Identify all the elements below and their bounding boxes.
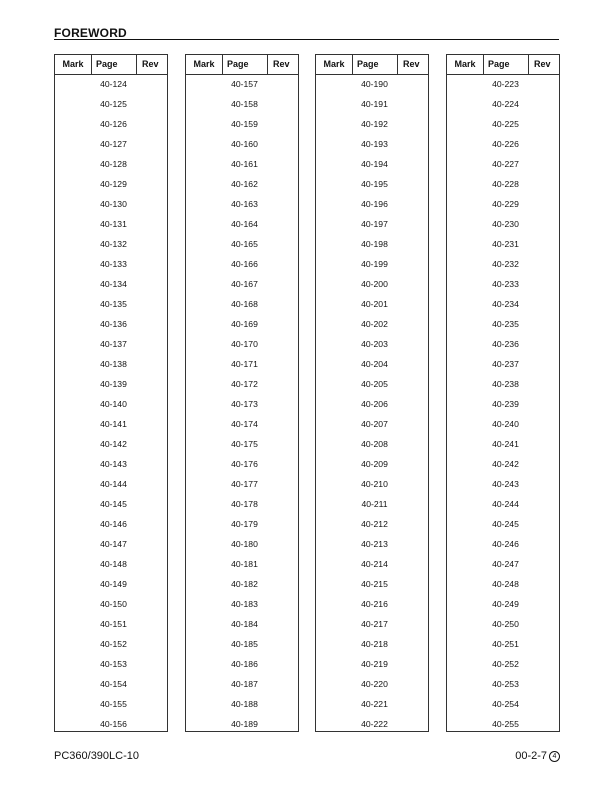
table-row-page: 40-248 — [492, 579, 519, 589]
table-row-page: 40-236 — [492, 339, 519, 349]
table-row-page: 40-246 — [492, 539, 519, 549]
table-row-page: 40-214 — [361, 559, 388, 569]
page-number — [515, 750, 560, 762]
table-row-page: 40-237 — [492, 359, 519, 369]
column-header-page: Page — [483, 55, 528, 74]
table-row-page: 40-199 — [361, 259, 388, 269]
page-number-text: 00-2-7 — [515, 750, 547, 762]
table-row-page: 40-211 — [361, 499, 388, 509]
table-row-page: 40-185 — [231, 639, 258, 649]
table-row-page: 40-195 — [361, 179, 388, 189]
table-body — [186, 74, 298, 731]
table-row-page: 40-161 — [231, 159, 258, 169]
table-row-page: 40-231 — [492, 239, 519, 249]
table-row-page: 40-228 — [492, 179, 519, 189]
table-row-page: 40-147 — [100, 539, 127, 549]
table-body — [55, 74, 167, 731]
table-row-page: 40-224 — [492, 99, 519, 109]
table-row-page: 40-194 — [361, 159, 388, 169]
table-row-page: 40-139 — [100, 379, 127, 389]
table-row-page: 40-240 — [492, 419, 519, 429]
table-row-page: 40-219 — [361, 659, 388, 669]
table-row-page: 40-130 — [100, 199, 127, 209]
table-row-page: 40-233 — [492, 279, 519, 289]
table-row-page: 40-133 — [100, 259, 127, 269]
table-row-page: 40-151 — [100, 619, 127, 629]
table-row-page: 40-163 — [231, 199, 258, 209]
table-row-page: 40-131 — [100, 219, 127, 229]
table-row-page: 40-235 — [492, 319, 519, 329]
table-row-page: 40-155 — [100, 699, 127, 709]
column-header-rev: Rev — [397, 55, 428, 74]
table-row-page: 40-132 — [100, 239, 127, 249]
table-row-page: 40-205 — [361, 379, 388, 389]
table-header — [316, 55, 428, 75]
table-row-page: 40-197 — [361, 219, 388, 229]
table-row-page: 40-171 — [231, 359, 258, 369]
revision-mark-icon: 4 — [549, 751, 560, 762]
table-header — [186, 55, 298, 75]
table-row-page: 40-187 — [231, 679, 258, 689]
table-row-page: 40-137 — [100, 339, 127, 349]
table-row-page: 40-242 — [492, 459, 519, 469]
table-row-page: 40-165 — [231, 239, 258, 249]
table-row-page: 40-166 — [231, 259, 258, 269]
table-row-page: 40-213 — [361, 539, 388, 549]
table-row-page: 40-209 — [361, 459, 388, 469]
table-row-page: 40-225 — [492, 119, 519, 129]
model-number: PC360/390LC-10 — [54, 750, 140, 762]
column-header-page: Page — [91, 55, 136, 74]
table-row-page: 40-145 — [100, 499, 127, 509]
table-row-page: 40-207 — [361, 419, 388, 429]
table-row-page: 40-241 — [492, 439, 519, 449]
table-row-page: 40-217 — [361, 619, 388, 629]
table-row-page: 40-175 — [231, 439, 258, 449]
table-row-page: 40-196 — [361, 199, 388, 209]
table-row-page: 40-172 — [231, 379, 258, 389]
table-row-page: 40-141 — [100, 419, 127, 429]
table-row-page: 40-243 — [492, 479, 519, 489]
table-row-page: 40-230 — [492, 219, 519, 229]
revision-table — [315, 54, 429, 732]
table-row-page: 40-135 — [100, 299, 127, 309]
table-header — [447, 55, 559, 75]
table-row-page: 40-250 — [492, 619, 519, 629]
table-row-page: 40-254 — [492, 699, 519, 709]
table-row-page: 40-216 — [361, 599, 388, 609]
table-row-page: 40-192 — [361, 119, 388, 129]
table-row-page: 40-124 — [100, 79, 127, 89]
table-row-page: 40-182 — [231, 579, 258, 589]
table-row-page: 40-226 — [492, 139, 519, 149]
table-row-page: 40-169 — [231, 319, 258, 329]
table-row-page: 40-251 — [492, 639, 519, 649]
table-row-page: 40-164 — [231, 219, 258, 229]
table-row-page: 40-193 — [361, 139, 388, 149]
table-row-page: 40-148 — [100, 559, 127, 569]
table-row-page: 40-181 — [231, 559, 258, 569]
table-row-page: 40-167 — [231, 279, 258, 289]
table-row-page: 40-128 — [100, 159, 127, 169]
table-row-page: 40-227 — [492, 159, 519, 169]
column-header-rev: Rev — [528, 55, 559, 74]
table-row-page: 40-252 — [492, 659, 519, 669]
column-header-mark: Mark — [62, 59, 84, 69]
table-row-page: 40-220 — [361, 679, 388, 689]
table-row-page: 40-125 — [100, 99, 127, 109]
table-body — [447, 74, 559, 731]
table-row-page: 40-144 — [100, 479, 127, 489]
revision-table — [54, 54, 168, 732]
table-row-page: 40-234 — [492, 299, 519, 309]
column-header-mark: Mark — [193, 59, 215, 69]
table-row-page: 40-212 — [361, 519, 388, 529]
table-row-page: 40-153 — [100, 659, 127, 669]
table-row-page: 40-152 — [100, 639, 127, 649]
table-row-page: 40-179 — [231, 519, 258, 529]
page-title: FOREWORD — [54, 26, 127, 40]
revision-table — [446, 54, 560, 732]
title-underline — [54, 39, 559, 40]
table-row-page: 40-210 — [361, 479, 388, 489]
table-row-page: 40-188 — [231, 699, 258, 709]
table-row-page: 40-177 — [231, 479, 258, 489]
table-row-page: 40-160 — [231, 139, 258, 149]
table-row-page: 40-136 — [100, 319, 127, 329]
table-row-page: 40-198 — [361, 239, 388, 249]
table-row-page: 40-146 — [100, 519, 127, 529]
table-row-page: 40-180 — [231, 539, 258, 549]
column-header-rev: Rev — [136, 55, 167, 74]
table-row-page: 40-129 — [100, 179, 127, 189]
table-row-page: 40-178 — [231, 499, 258, 509]
column-header-mark: Mark — [454, 59, 476, 69]
table-row-page: 40-206 — [361, 399, 388, 409]
table-row-page: 40-143 — [100, 459, 127, 469]
table-row-page: 40-239 — [492, 399, 519, 409]
table-row-page: 40-204 — [361, 359, 388, 369]
table-row-page: 40-150 — [100, 599, 127, 609]
table-row-page: 40-174 — [231, 419, 258, 429]
table-row-page: 40-142 — [100, 439, 127, 449]
table-row-page: 40-229 — [492, 199, 519, 209]
table-row-page: 40-140 — [100, 399, 127, 409]
column-header-mark: Mark — [323, 59, 345, 69]
table-row-page: 40-202 — [361, 319, 388, 329]
table-row-page: 40-156 — [100, 719, 127, 729]
column-header-rev: Rev — [267, 55, 298, 74]
table-row-page: 40-159 — [231, 119, 258, 129]
table-header — [55, 55, 167, 75]
table-row-page: 40-247 — [492, 559, 519, 569]
table-row-page: 40-149 — [100, 579, 127, 589]
table-body — [316, 74, 428, 731]
table-row-page: 40-173 — [231, 399, 258, 409]
table-row-page: 40-138 — [100, 359, 127, 369]
table-row-page: 40-191 — [361, 99, 388, 109]
table-row-page: 40-162 — [231, 179, 258, 189]
revision-table — [185, 54, 299, 732]
column-header-page: Page — [222, 55, 267, 74]
table-row-page: 40-158 — [231, 99, 258, 109]
table-row-page: 40-176 — [231, 459, 258, 469]
table-row-page: 40-208 — [361, 439, 388, 449]
table-row-page: 40-126 — [100, 119, 127, 129]
table-row-page: 40-223 — [492, 79, 519, 89]
table-row-page: 40-200 — [361, 279, 388, 289]
table-row-page: 40-190 — [361, 79, 388, 89]
table-row-page: 40-154 — [100, 679, 127, 689]
table-row-page: 40-221 — [361, 699, 388, 709]
table-row-page: 40-238 — [492, 379, 519, 389]
table-row-page: 40-184 — [231, 619, 258, 629]
table-row-page: 40-215 — [361, 579, 388, 589]
table-row-page: 40-189 — [231, 719, 258, 729]
table-row-page: 40-183 — [231, 599, 258, 609]
table-row-page: 40-134 — [100, 279, 127, 289]
table-row-page: 40-168 — [231, 299, 258, 309]
table-row-page: 40-255 — [492, 719, 519, 729]
table-row-page: 40-170 — [231, 339, 258, 349]
table-row-page: 40-249 — [492, 599, 519, 609]
table-row-page: 40-127 — [100, 139, 127, 149]
table-row-page: 40-245 — [492, 519, 519, 529]
table-row-page: 40-157 — [231, 79, 258, 89]
table-row-page: 40-201 — [361, 299, 388, 309]
table-row-page: 40-203 — [361, 339, 388, 349]
table-row-page: 40-253 — [492, 679, 519, 689]
column-header-page: Page — [352, 55, 397, 74]
table-row-page: 40-186 — [231, 659, 258, 669]
table-row-page: 40-222 — [361, 719, 388, 729]
table-row-page: 40-244 — [492, 499, 519, 509]
table-row-page: 40-232 — [492, 259, 519, 269]
table-row-page: 40-218 — [361, 639, 388, 649]
